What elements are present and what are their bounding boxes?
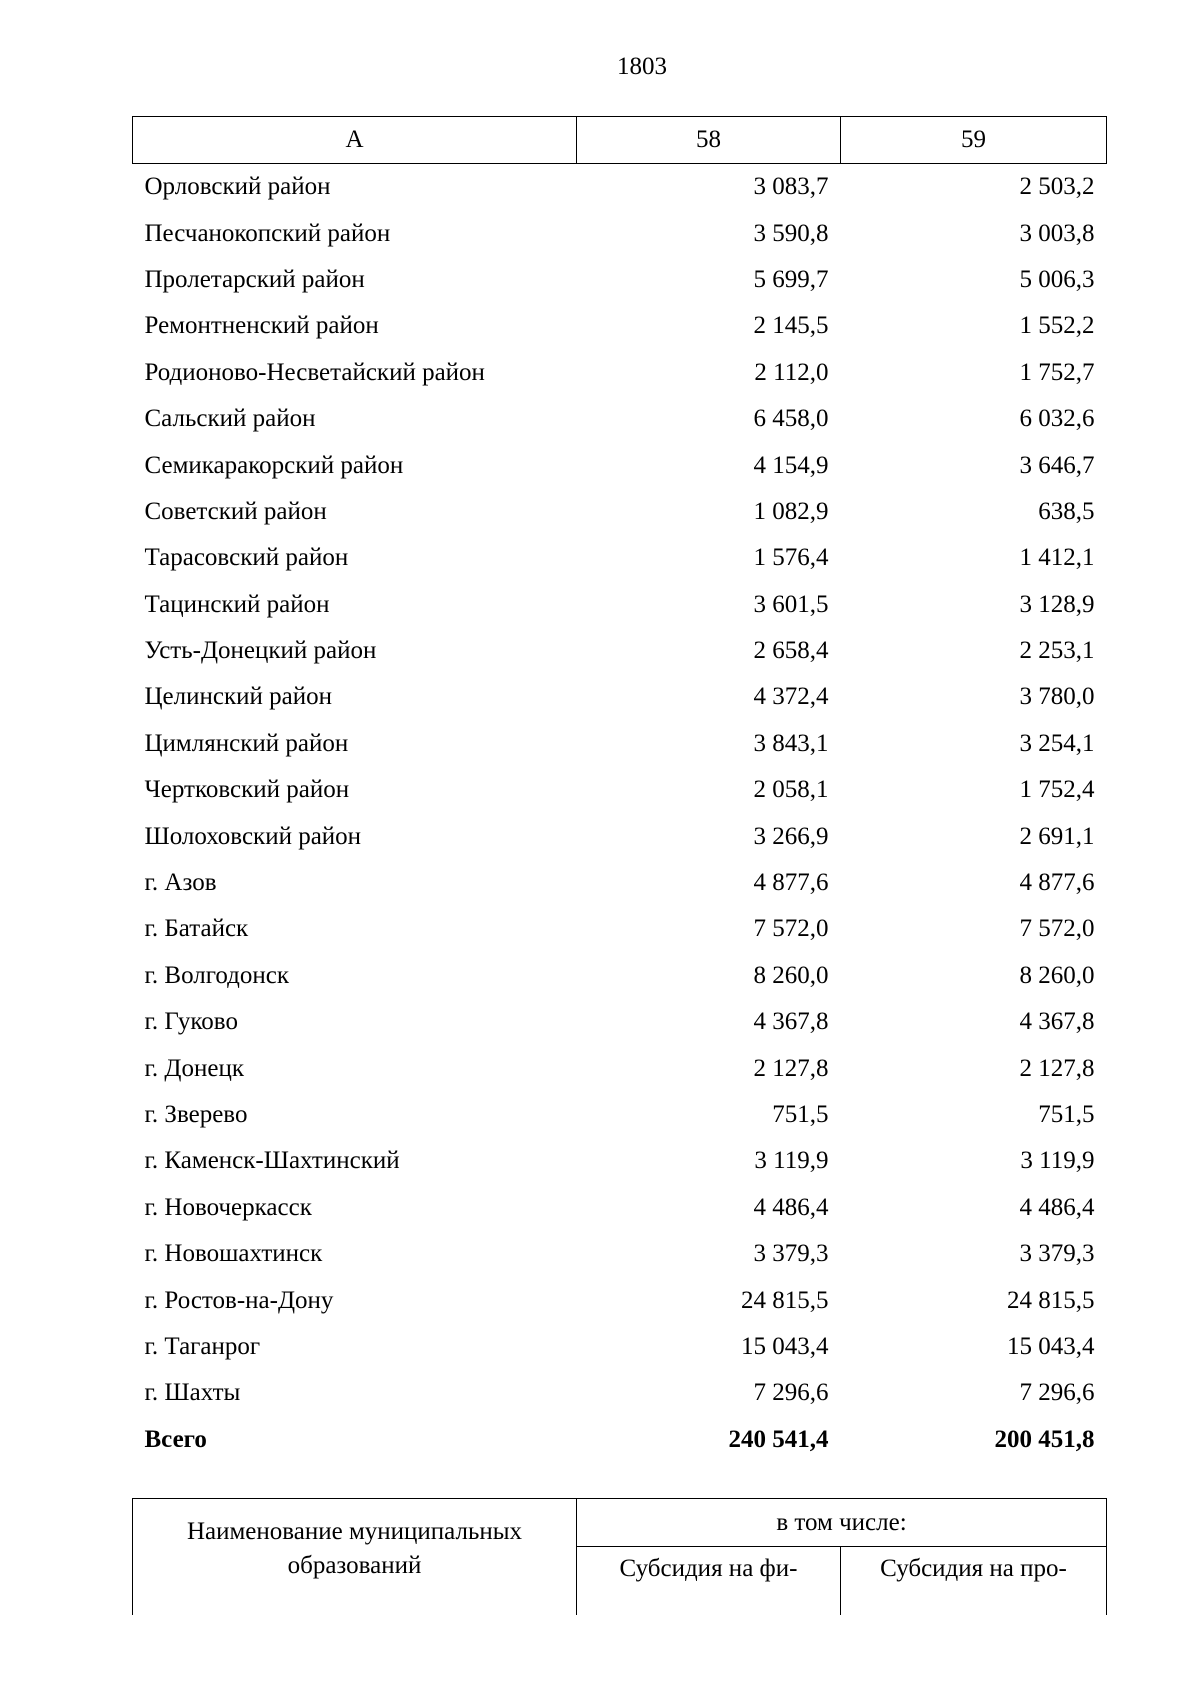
value-59: 3 646,7	[1019, 451, 1095, 479]
municipality-name: г. Каменск-Шахтинский	[144, 1147, 400, 1175]
municipality-name: г. Азов	[144, 869, 217, 897]
value-59: 8 260,0	[1019, 961, 1095, 989]
value-59: 3 003,8	[1019, 219, 1095, 247]
municipality-name: г. Новошахтинск	[144, 1240, 323, 1268]
value-59: 4 877,6	[1019, 869, 1095, 897]
value-59: 24 815,5	[1007, 1286, 1095, 1314]
municipality-name: Тацинский район	[144, 590, 330, 618]
value-58: 240 541,4	[728, 1425, 829, 1453]
municipality-name: г. Волгодонск	[144, 961, 290, 989]
page-number: 1803	[617, 53, 667, 80]
municipality-name: Семикаракорский район	[144, 451, 404, 479]
municipality-name: г. Батайск	[144, 915, 249, 943]
table-row	[133, 396, 1107, 442]
municipality-name: Сальский район	[144, 405, 316, 433]
table-row	[133, 257, 1107, 303]
value-58: 4 372,4	[753, 683, 829, 711]
value-58: 2 058,1	[753, 776, 829, 804]
value-58: 2 145,5	[753, 312, 829, 340]
value-58: 751,5	[772, 1101, 829, 1128]
table-row	[133, 860, 1107, 906]
table-row	[133, 489, 1107, 535]
municipality-name: Целинский район	[144, 683, 332, 711]
municipality-name: Песчанокопский район	[144, 219, 391, 247]
value-59: 3 128,9	[1019, 590, 1095, 618]
municipality-name: Советский район	[144, 497, 327, 525]
value-59: 751,5	[1038, 1101, 1095, 1128]
value-59: 3 780,0	[1019, 683, 1095, 711]
table-row	[133, 164, 1107, 211]
value-59: 6 032,6	[1019, 405, 1095, 433]
value-59: 2 503,2	[1019, 173, 1095, 201]
value-59: 1 552,2	[1019, 312, 1095, 340]
value-58: 3 843,1	[753, 729, 829, 757]
value-59: 5 006,3	[1019, 265, 1095, 293]
table-row	[133, 628, 1107, 674]
value-58: 4 154,9	[753, 451, 829, 479]
value-58: 3 379,3	[753, 1240, 829, 1268]
table-header-row	[133, 117, 1107, 164]
municipality-name: г. Донецк	[144, 1054, 244, 1082]
value-59: 2 691,1	[1019, 822, 1095, 850]
column-header-a: А	[133, 117, 577, 164]
value-59: 1 752,4	[1019, 776, 1095, 804]
value-58: 7 572,0	[753, 915, 829, 943]
municipality-name: г. Гуково	[144, 1008, 238, 1036]
value-59: 2 127,8	[1019, 1054, 1095, 1082]
value-59: 200 451,8	[994, 1425, 1095, 1453]
table-row	[133, 1045, 1107, 1091]
table-row	[133, 1185, 1107, 1231]
value-58: 3 590,8	[753, 219, 829, 247]
value-58: 8 260,0	[753, 961, 829, 989]
value-58: 4 877,6	[753, 869, 829, 897]
value-59: 4 486,4	[1019, 1193, 1095, 1221]
value-58: 3 083,7	[753, 173, 829, 201]
table-row	[133, 906, 1107, 952]
value-59: 638,5	[1038, 497, 1095, 525]
column-header-58: 58	[577, 117, 841, 164]
table-row	[133, 1324, 1107, 1370]
municipality-name: Всего	[144, 1425, 207, 1453]
municipality-name: Родионово-Несветайский район	[144, 358, 485, 386]
table-row	[133, 674, 1107, 720]
municipality-name: Пролетарский район	[144, 265, 365, 293]
table-row	[133, 721, 1107, 767]
subsidy-header-2: Субсидия на про-	[841, 1547, 1107, 1615]
value-58: 6 458,0	[753, 405, 829, 433]
value-58: 2 658,4	[753, 637, 829, 665]
value-58: 4 486,4	[753, 1193, 829, 1221]
table-body	[133, 164, 1107, 1463]
value-58: 24 815,5	[741, 1286, 829, 1314]
value-59: 15 043,4	[1007, 1332, 1095, 1360]
total-row	[133, 1417, 1107, 1463]
value-58: 3 266,9	[753, 822, 829, 850]
value-58: 15 043,4	[741, 1332, 829, 1360]
including-header: в том числе:	[577, 1499, 1107, 1547]
value-58: 3 119,9	[754, 1147, 829, 1175]
value-58: 3 601,5	[753, 590, 829, 618]
municipality-name: Ремонтненский район	[144, 312, 379, 340]
municipality-name: г. Таганрог	[144, 1332, 261, 1360]
municipality-name: г. Зверево	[144, 1101, 248, 1128]
table-row	[133, 813, 1107, 859]
municipality-name: Чертковский район	[144, 776, 350, 804]
value-58: 4 367,8	[753, 1008, 829, 1036]
value-58: 5 699,7	[753, 265, 829, 293]
value-58: 1 576,4	[753, 544, 829, 572]
value-59: 7 572,0	[1019, 915, 1095, 943]
value-59: 2 253,1	[1019, 637, 1095, 665]
table-row	[133, 999, 1107, 1045]
municipality-name: г. Ростов-на-Дону	[144, 1286, 334, 1314]
table-row	[133, 303, 1107, 349]
column-header-59: 59	[841, 117, 1107, 164]
data-table	[132, 116, 1107, 1463]
table-row	[133, 210, 1107, 256]
value-59: 1 752,7	[1019, 358, 1095, 386]
table-row	[133, 350, 1107, 396]
municipality-name: г. Новочеркасск	[144, 1193, 312, 1221]
table-row	[133, 535, 1107, 581]
municipality-name: Цимлянский район	[144, 729, 349, 757]
municipality-name: Орловский район	[144, 173, 331, 201]
municipality-name: Тарасовский район	[144, 544, 349, 572]
table-row	[133, 1231, 1107, 1277]
table-row	[133, 953, 1107, 999]
table-row	[133, 767, 1107, 813]
value-58: 2 112,0	[754, 358, 829, 386]
table-row	[133, 1138, 1107, 1184]
value-58: 1 082,9	[753, 497, 829, 525]
table-row	[133, 1370, 1107, 1416]
value-59: 4 367,8	[1019, 1008, 1095, 1036]
value-59: 3 119,9	[1020, 1147, 1095, 1175]
value-59: 3 379,3	[1019, 1240, 1095, 1268]
value-59: 3 254,1	[1019, 729, 1095, 757]
subsidy-header-1: Субсидия на фи-	[577, 1547, 841, 1615]
value-58: 2 127,8	[753, 1054, 829, 1082]
value-59: 1 412,1	[1019, 544, 1095, 572]
municipality-name: г. Шахты	[144, 1379, 241, 1407]
table-row	[133, 1277, 1107, 1323]
value-58: 7 296,6	[753, 1379, 829, 1407]
table-row	[133, 1092, 1107, 1138]
municipality-name: Шолоховский район	[144, 822, 362, 850]
table-row	[133, 442, 1107, 488]
table-row	[133, 582, 1107, 628]
municipality-name: Усть-Донецкий район	[144, 637, 377, 665]
value-59: 7 296,6	[1019, 1379, 1095, 1407]
next-table-header	[132, 1498, 1107, 1615]
municipality-name-header: Наименование муниципальных образований	[133, 1499, 577, 1616]
